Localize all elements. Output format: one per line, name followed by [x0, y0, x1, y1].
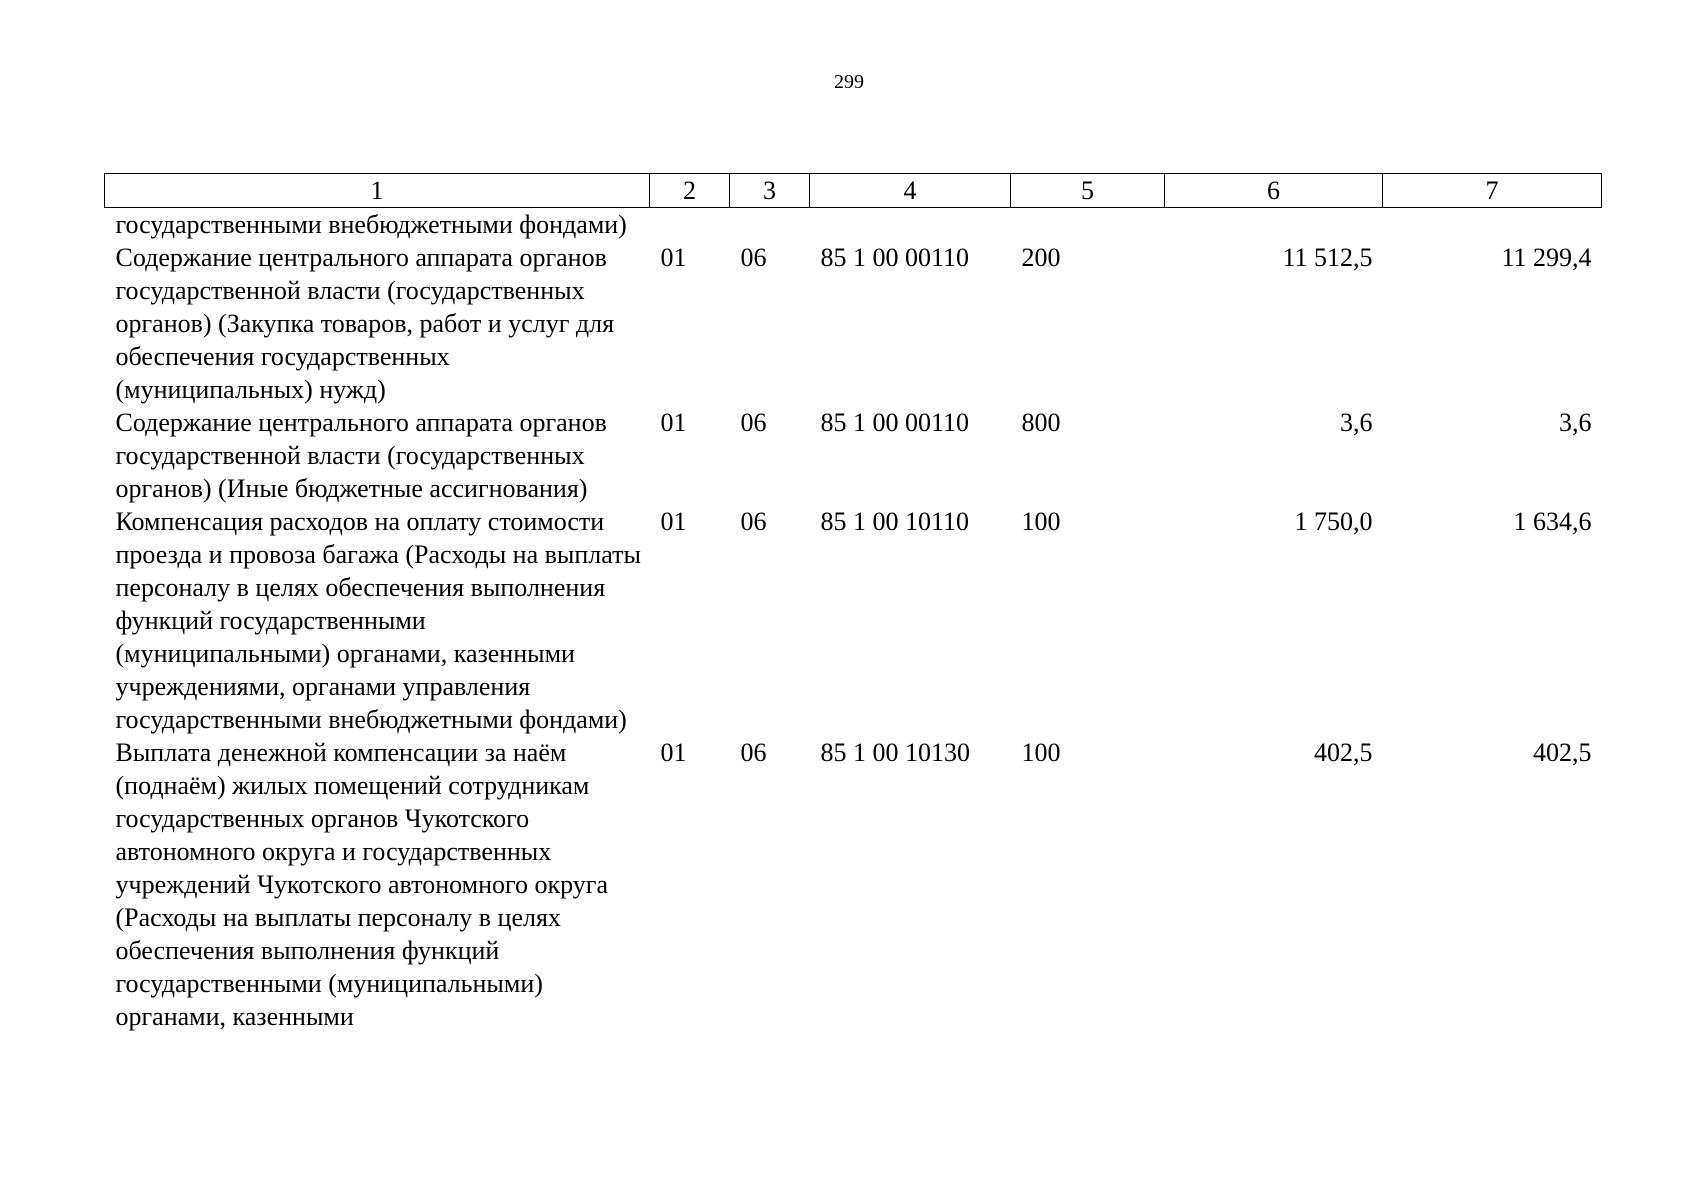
row-csr: 85 1 00 10130 — [820, 738, 970, 767]
table-body — [105, 208, 1602, 1034]
table-row — [105, 241, 1602, 406]
row-name: Содержание центрального аппарата органов государственной власти (государственных органов) (Закупка товаров, работ и услуг для обеспечения государственных (муниципальных) нужд) — [115, 243, 615, 404]
row-rz: 01 — [660, 507, 687, 536]
row-pr: 06 — [740, 243, 767, 272]
row-vr: 200 — [1021, 243, 1061, 272]
row-sum-2: 3,6 — [1559, 408, 1592, 437]
row-sum-2 — [1383, 208, 1602, 242]
row-sum-2: 11 299,4 — [1501, 243, 1592, 272]
row-rz: 01 — [660, 408, 687, 437]
page-number: 299 — [834, 71, 864, 93]
table-header — [105, 174, 1602, 208]
header-row — [105, 174, 1602, 208]
row-sum-1: 11 512,5 — [1282, 243, 1373, 272]
header-col-4: 4 — [810, 174, 1011, 208]
row-name: Компенсация расходов на оплату стоимости проезда и провоза багажа (Расходы на выплаты персоналу в целях обеспечения выполнения функций государственными (муниципальными) органами, казенными учреждениями, органами управления государственными внебюджетными фондами) — [115, 507, 641, 734]
row-pr — [730, 208, 810, 242]
row-sum-1: 402,5 — [1314, 738, 1373, 767]
table-row — [105, 505, 1602, 736]
row-csr — [810, 208, 1011, 242]
row-pr: 06 — [740, 738, 767, 767]
budget-table-container — [104, 173, 1601, 1033]
header-col-3: 3 — [730, 174, 810, 208]
row-pr: 06 — [740, 507, 767, 536]
row-rz: 01 — [660, 243, 687, 272]
budget-table — [104, 173, 1602, 1033]
row-rz — [650, 208, 730, 242]
row-csr: 85 1 00 00110 — [820, 408, 970, 437]
row-sum-1: 3,6 — [1340, 408, 1373, 437]
header-col-2: 2 — [650, 174, 730, 208]
row-csr: 85 1 00 10110 — [820, 507, 970, 536]
row-name: Выплата денежной компенсации за наём (поднаём) жилых помещений сотрудникам государственных органов Чукотского автономного округа и государственных учреждений Чукотского автономного округа (Расходы на выплаты персоналу в целях обеспечения выполнения функций государственными (муниципальными) органами, казенными — [115, 738, 608, 1031]
row-name: Содержание центрального аппарата органов государственной власти (государственных органов) (Иные бюджетные ассигнования) — [115, 408, 607, 503]
table-row — [105, 208, 1602, 242]
row-csr: 85 1 00 00110 — [820, 243, 970, 272]
table-row — [105, 406, 1602, 505]
row-vr: 100 — [1021, 738, 1061, 767]
row-vr: 800 — [1021, 408, 1061, 437]
row-sum-2: 402,5 — [1533, 738, 1592, 767]
header-col-7: 7 — [1383, 174, 1602, 208]
header-col-5: 5 — [1011, 174, 1165, 208]
header-col-6: 6 — [1165, 174, 1383, 208]
row-rz: 01 — [660, 738, 687, 767]
table-row — [105, 736, 1602, 1033]
row-vr — [1011, 208, 1165, 242]
row-sum-1 — [1165, 208, 1383, 242]
row-sum-1: 1 750,0 — [1294, 507, 1373, 536]
row-sum-2: 1 634,6 — [1513, 507, 1592, 536]
row-name: государственными внебюджетными фондами) — [115, 210, 627, 239]
header-col-1: 1 — [105, 174, 650, 208]
row-pr: 06 — [740, 408, 767, 437]
row-vr: 100 — [1021, 507, 1061, 536]
